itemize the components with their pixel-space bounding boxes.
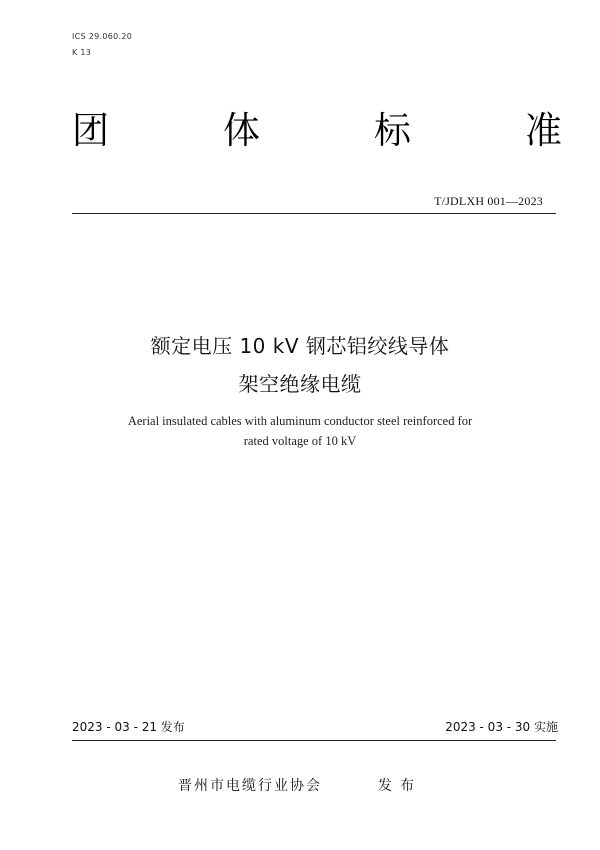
ics-code: ICS 29.060.20 — [72, 32, 133, 41]
chinese-title-line-1: 额定电压 10 kV 钢芯铝绞线导体 — [150, 334, 450, 358]
issue-action: 发布 — [378, 778, 422, 794]
standard-type-char: 标 — [374, 109, 411, 152]
english-title-line-2: rated voltage of 10 kV — [243, 434, 357, 448]
issuer-line — [0, 775, 600, 795]
english-title-line-1: Aerial insulated cables with aluminum conductor steel reinforced for — [127, 414, 473, 428]
publish-date: 2023 - 03 - 21 发布 — [72, 720, 185, 734]
implement-date: 2023 - 03 - 30 实施 — [445, 720, 558, 734]
standard-type-char: 准 — [525, 109, 562, 152]
standard-type-char: 体 — [223, 109, 260, 152]
standard-number: T/JDLXH 001—2023 — [434, 194, 543, 208]
ccs-code: K 13 — [72, 48, 92, 57]
chinese-title-line-2: 架空绝缘电缆 — [238, 372, 362, 396]
standard-type-title — [72, 110, 562, 152]
issuing-organization: 晋州市电缆行业协会 — [178, 778, 322, 794]
standard-type-char: 团 — [72, 109, 109, 152]
bottom-divider — [72, 740, 556, 741]
top-divider — [72, 213, 556, 214]
